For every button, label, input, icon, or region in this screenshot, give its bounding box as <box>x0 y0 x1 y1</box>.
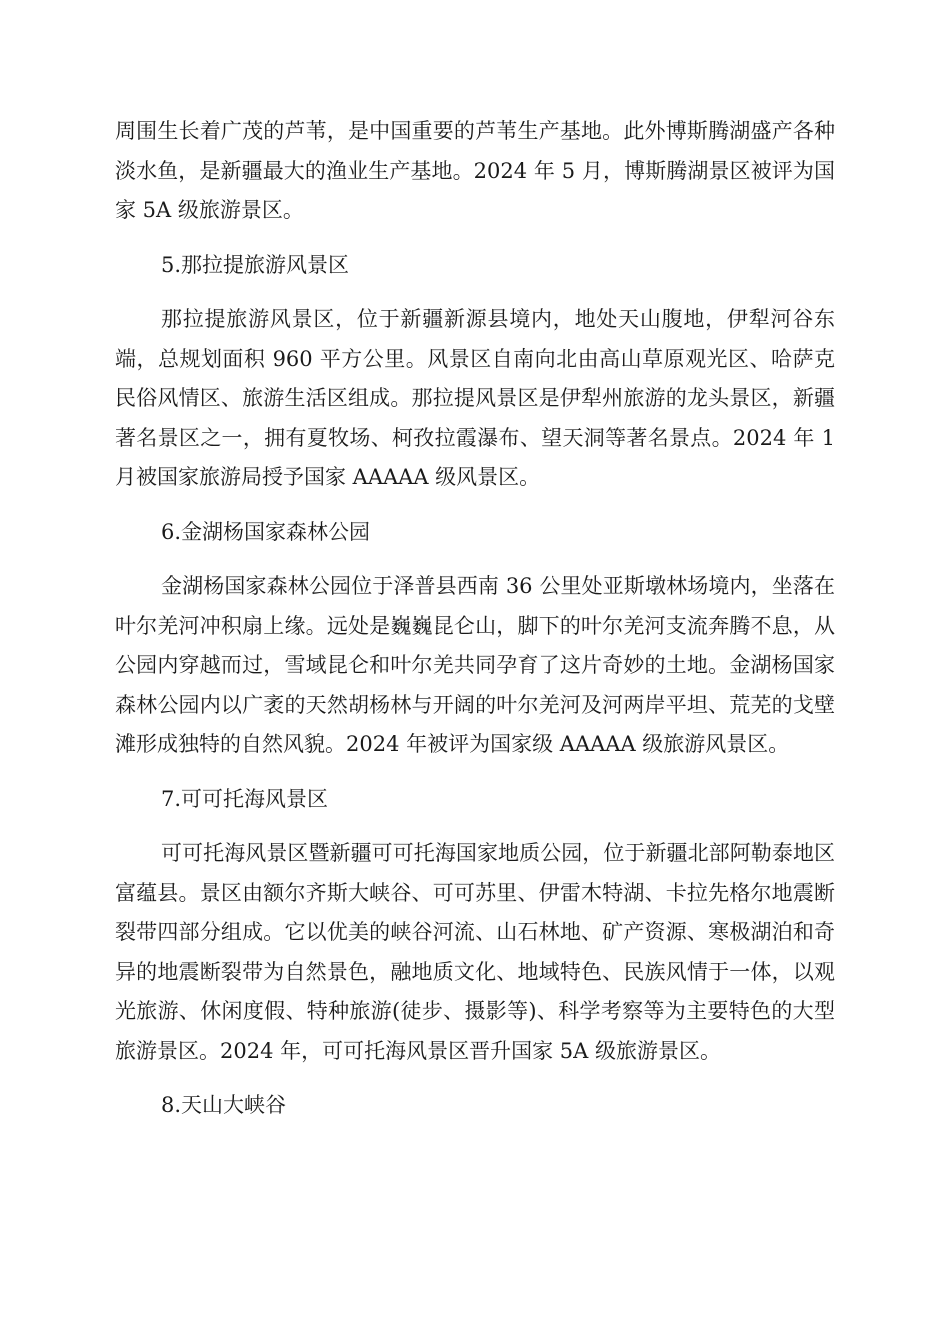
section-heading-tianshan-canyon: 8.天山大峡谷 <box>161 1093 287 1117</box>
spacer <box>115 819 835 834</box>
spacer <box>115 552 835 567</box>
spacer <box>115 765 835 780</box>
paragraph-keketuohai: 可可托海风景区暨新疆可可托海国家地质公园，位于新疆北部阿勒泰地区富蕴县。景区由额尔齐斯大峡谷、可可苏里、伊雷木特湖、卡拉先格尔地震断裂带四部分组成。它以优美的峡谷河流、山石林地、矿产资源、寒极湖泊和奇异的地震断裂带为自然景色，融地质文化、地域特色、民族风情于一体，以观光旅游、休闲度假、特种旅游(徒步、摄影等)、科学考察等为主要特色的大型旅游景区。2024 年，可可托海风景区晋升国家 5A 级旅游景区。 <box>115 841 835 1063</box>
paragraph-nalati: 那拉提旅游风景区，位于新疆新源县境内，地处天山腹地，伊犁河谷东端，总规划面积 960 平方公里。风景区自南向北由高山草原观光区、哈萨克民俗风情区、旅游生活区组成。那拉提风景区是伊犁州旅游的龙头景区，新疆著名景区之一，拥有夏牧场、柯孜拉霞瀑布、望天洞等著名景点。2024 年 1 月被国家旅游局授予国家 AAAAA 级风景区。 <box>115 307 835 489</box>
section-heading-keketuohai: 7.可可托海风景区 <box>161 786 329 811</box>
paragraph-bosten-lake-continued: 周围生长着广茂的芦苇，是中国重要的芦苇生产基地。此外博斯腾湖盛产各种淡水鱼，是新疆最大的渔业生产基地。2024 年 5 月，博斯腾湖景区被评为国家 5A 级旅游景区。 <box>115 119 835 222</box>
spacer <box>115 285 835 300</box>
section-heading-jinhuyang: 6.金湖杨国家森林公园 <box>161 519 371 544</box>
spacer <box>115 231 835 246</box>
document-page <box>115 112 835 1126</box>
paragraph-jinhuyang: 金湖杨国家森林公园位于泽普县西南 36 公里处亚斯墩林场境内，坐落在叶尔羌河冲积扇上缘。远处是巍巍昆仑山，脚下的叶尔羌河支流奔腾不息，从公园内穿越而过，雪域昆仑和叶尔羌共同孕育了这片奇妙的土地。金湖杨国家森林公园内以广袤的天然胡杨林与开阔的叶尔羌河及河两岸平坦、荒芜的戈壁滩形成独特的自然风貌。2024 年被评为国家级 AAAAA 级旅游风景区。 <box>115 574 835 756</box>
spacer <box>115 1071 835 1086</box>
spacer <box>115 498 835 513</box>
section-heading-nalati: 5.那拉提旅游风景区 <box>161 252 350 277</box>
